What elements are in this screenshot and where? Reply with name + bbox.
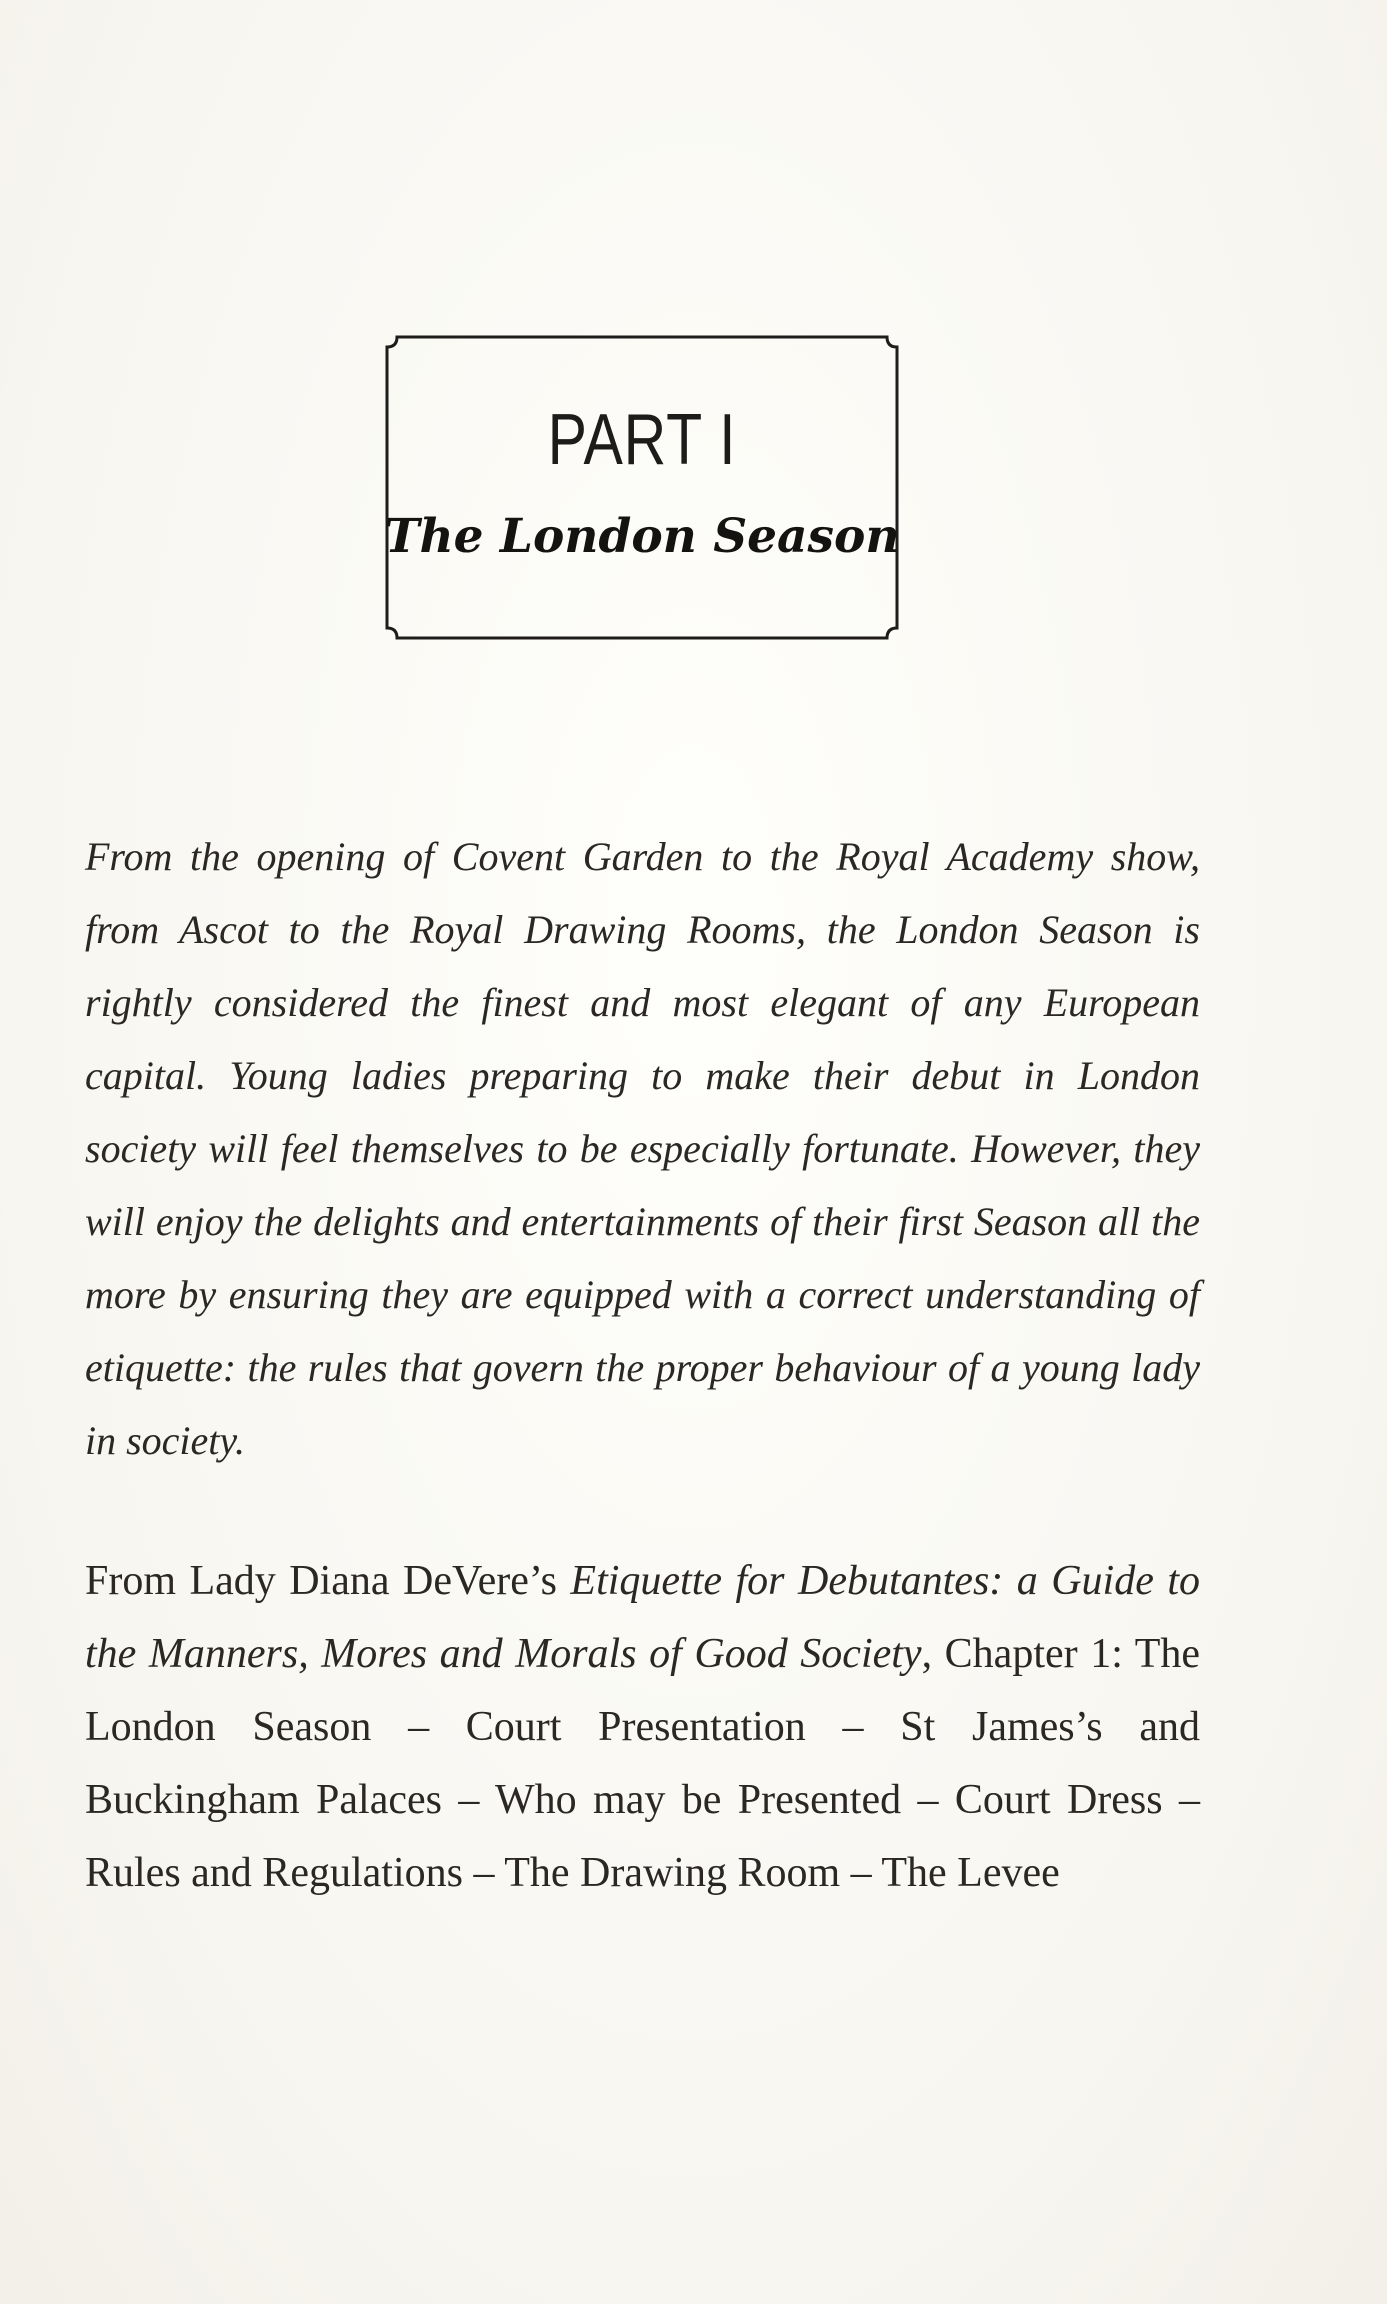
part-subtitle: The London Season <box>384 509 900 564</box>
source-prefix: From Lady Diana DeVere’s <box>85 1558 571 1604</box>
part-title-frame <box>383 333 901 642</box>
source-paragraph <box>85 1545 1200 1910</box>
part-label: PART I <box>547 400 737 480</box>
source-chapter-contents: , Chapter 1: The London Season – Court Presentation – St James’s and Buckingham Palaces – Who may be Presented – Court Dress – Rules and Regulations – The Drawing Room – The Levee <box>85 1631 1200 1896</box>
source-book-title: Etiquette for Debutantes: a Guide to the Manners, Mores and Morals of Good Society <box>85 1558 1200 1677</box>
intro-paragraph: From the opening of Covent Garden to the Royal Academy show, from Ascot to the Royal Drawing Rooms, the London Season is rightly considered the finest and most elegant of any European capital. Young ladies preparing to make their debut in London society will feel themselves to be especially fortunate. However, they will enjoy the delights and entertainments of their first Season all the more by ensuring they are equipped with a correct understanding of etiquette: the rules that govern the proper behaviour of a young lady in society. <box>85 834 1200 1463</box>
ornate-frame-border <box>383 333 901 642</box>
